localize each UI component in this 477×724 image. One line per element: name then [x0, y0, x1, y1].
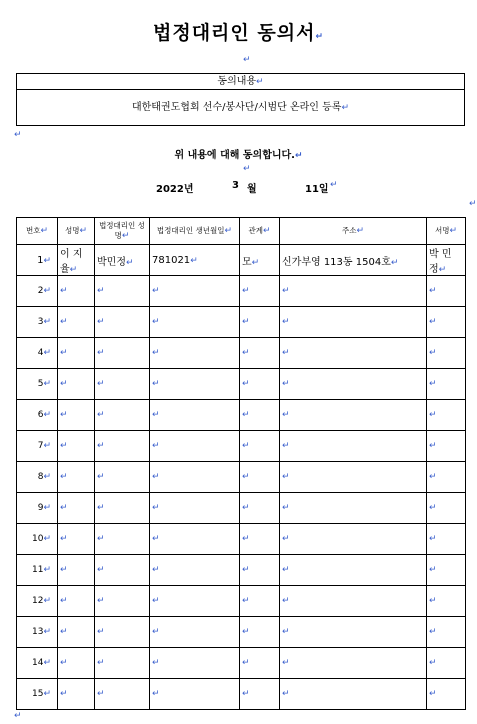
header-relation: 관계↵: [240, 218, 280, 245]
cell-guardian-name[interactable]: ↵: [95, 307, 150, 338]
cell-number[interactable]: 12↵: [17, 586, 58, 617]
cell-signature[interactable]: ↵: [427, 679, 466, 710]
cell-address[interactable]: ↵: [280, 400, 427, 431]
cell-relation[interactable]: ↵: [240, 431, 280, 462]
consent-text: 대한태권도협회 선수/봉사단/시범단 온라인 등록↵: [131, 102, 350, 113]
cell-address[interactable]: ↵: [280, 617, 427, 648]
cell-relation[interactable]: ↵: [240, 369, 280, 400]
agreement-statement: 위 내용에 대해 동의합니다.↵: [174, 150, 303, 161]
cell-signature[interactable]: ↵: [427, 369, 466, 400]
cell-number[interactable]: 9↵: [17, 493, 58, 524]
cell-relation[interactable]: ↵: [240, 679, 280, 710]
cell-signature[interactable]: ↵: [427, 276, 466, 307]
cell-guardian-birth[interactable]: ↵: [150, 493, 240, 524]
cell-guardian-birth[interactable]: ↵: [150, 400, 240, 431]
cell-address[interactable]: ↵: [280, 338, 427, 369]
cell-signature[interactable]: 박 민 정↵: [427, 245, 466, 276]
cell-number[interactable]: 6↵: [17, 400, 58, 431]
cell-address[interactable]: ↵: [280, 586, 427, 617]
cell-name[interactable]: ↵: [58, 400, 95, 431]
table-row: [17, 307, 466, 338]
paragraph-mark: ↵: [243, 164, 251, 174]
cell-guardian-birth[interactable]: ↵: [150, 524, 240, 555]
cell-guardian-name[interactable]: ↵: [95, 338, 150, 369]
cell-guardian-birth[interactable]: ↵: [150, 276, 240, 307]
table-row: [17, 431, 466, 462]
cell-name[interactable]: ↵: [58, 524, 95, 555]
cell-signature[interactable]: ↵: [427, 431, 466, 462]
consent-header: 동의내용↵: [17, 74, 464, 90]
cell-guardian-birth[interactable]: ↵: [150, 307, 240, 338]
cell-guardian-birth[interactable]: ↵: [150, 679, 240, 710]
cell-name[interactable]: ↵: [58, 617, 95, 648]
paragraph-mark: ↵: [14, 711, 22, 721]
cell-guardian-name[interactable]: ↵: [95, 369, 150, 400]
cell-number[interactable]: 7↵: [17, 431, 58, 462]
cell-guardian-name[interactable]: ↵: [95, 555, 150, 586]
cell-name[interactable]: ↵: [58, 307, 95, 338]
cell-signature[interactable]: ↵: [427, 462, 466, 493]
cell-number[interactable]: 11↵: [17, 555, 58, 586]
cell-relation[interactable]: 모↵: [240, 245, 280, 276]
header-address: 주소↵: [280, 218, 427, 245]
cell-guardian-birth[interactable]: ↵: [150, 338, 240, 369]
cell-number[interactable]: 15↵: [17, 679, 58, 710]
table-row: [17, 679, 466, 710]
cell-guardian-birth[interactable]: ↵: [150, 369, 240, 400]
cell-name[interactable]: ↵: [58, 369, 95, 400]
cell-signature[interactable]: ↵: [427, 307, 466, 338]
cell-signature[interactable]: ↵: [427, 555, 466, 586]
table-row: [17, 617, 466, 648]
cell-guardian-birth[interactable]: ↵: [150, 586, 240, 617]
cell-guardian-name[interactable]: ↵: [95, 586, 150, 617]
cell-guardian-name[interactable]: ↵: [95, 648, 150, 679]
cell-signature[interactable]: ↵: [427, 338, 466, 369]
cell-guardian-name[interactable]: ↵: [95, 617, 150, 648]
date-day: 11일: [305, 184, 329, 195]
table-row: [17, 338, 466, 369]
cell-name[interactable]: ↵: [58, 493, 95, 524]
cell-relation[interactable]: ↵: [240, 524, 280, 555]
cell-relation[interactable]: ↵: [240, 586, 280, 617]
cell-name[interactable]: ↵: [58, 276, 95, 307]
cell-number[interactable]: 1↵: [17, 245, 58, 276]
cell-guardian-birth[interactable]: ↵: [150, 555, 240, 586]
table-row: [17, 462, 466, 493]
table-row: [17, 648, 466, 679]
paragraph-mark: ↵: [469, 199, 477, 209]
cell-guardian-birth[interactable]: ↵: [150, 462, 240, 493]
guardian-table: [16, 217, 466, 710]
table-row: [17, 400, 466, 431]
cell-signature[interactable]: ↵: [427, 617, 466, 648]
cell-number[interactable]: 10↵: [17, 524, 58, 555]
table-row: [17, 586, 466, 617]
cell-relation[interactable]: ↵: [240, 462, 280, 493]
date-month-unit: 월: [247, 184, 257, 195]
cell-signature[interactable]: ↵: [427, 648, 466, 679]
cell-relation[interactable]: ↵: [240, 338, 280, 369]
paragraph-mark: ↵: [243, 55, 251, 65]
cell-signature[interactable]: ↵: [427, 400, 466, 431]
cell-name[interactable]: ↵: [58, 648, 95, 679]
cell-guardian-name[interactable]: 박민정↵: [95, 245, 150, 276]
table-row: [17, 493, 466, 524]
consent-box: [16, 73, 465, 126]
table-row: [17, 555, 466, 586]
cell-name[interactable]: ↵: [58, 338, 95, 369]
cell-address[interactable]: ↵: [280, 369, 427, 400]
cell-relation[interactable]: ↵: [240, 307, 280, 338]
cell-address[interactable]: 신가부영 113동 1504호↵: [280, 245, 427, 276]
cell-name[interactable]: ↵: [58, 431, 95, 462]
cell-name[interactable]: ↵: [58, 679, 95, 710]
cell-relation[interactable]: ↵: [240, 555, 280, 586]
cell-address[interactable]: ↵: [280, 679, 427, 710]
cell-relation[interactable]: ↵: [240, 648, 280, 679]
header-number: 번호↵: [17, 218, 58, 245]
paragraph-mark: ↵: [330, 180, 338, 190]
cell-number[interactable]: 8↵: [17, 462, 58, 493]
cell-address[interactable]: ↵: [280, 648, 427, 679]
cell-relation[interactable]: ↵: [240, 276, 280, 307]
cell-guardian-name[interactable]: ↵: [95, 493, 150, 524]
table-row: [17, 276, 466, 307]
cell-name[interactable]: ↵: [58, 462, 95, 493]
cell-number[interactable]: 3↵: [17, 307, 58, 338]
cell-address[interactable]: ↵: [280, 307, 427, 338]
cell-relation[interactable]: ↵: [240, 400, 280, 431]
cell-guardian-name[interactable]: ↵: [95, 276, 150, 307]
cell-address[interactable]: ↵: [280, 493, 427, 524]
cell-address[interactable]: ↵: [280, 555, 427, 586]
cell-address[interactable]: ↵: [280, 431, 427, 462]
paragraph-mark: ↵: [14, 130, 22, 140]
cell-name[interactable]: ↵: [58, 586, 95, 617]
cell-number[interactable]: 5↵: [17, 369, 58, 400]
cell-relation[interactable]: ↵: [240, 617, 280, 648]
date-month: 3: [232, 180, 239, 191]
header-signature: 서명↵: [427, 218, 466, 245]
cell-address[interactable]: ↵: [280, 276, 427, 307]
cell-address[interactable]: ↵: [280, 524, 427, 555]
cell-signature[interactable]: ↵: [427, 493, 466, 524]
table-row: [17, 369, 466, 400]
date-year: 2022년: [156, 184, 194, 195]
cell-guardian-name[interactable]: ↵: [95, 400, 150, 431]
cell-guardian-name[interactable]: ↵: [95, 524, 150, 555]
header-guardian-name: 법정대리인 성명↵: [95, 218, 150, 245]
cell-number[interactable]: 2↵: [17, 276, 58, 307]
table-row: [17, 524, 466, 555]
cell-name[interactable]: ↵: [58, 555, 95, 586]
header-name: 성명↵: [58, 218, 95, 245]
cell-guardian-birth[interactable]: 781021↵: [150, 245, 240, 276]
header-guardian-birth: 법정대리인 생년월일↵: [150, 218, 240, 245]
cell-guardian-name[interactable]: ↵: [95, 462, 150, 493]
cell-address[interactable]: ↵: [280, 462, 427, 493]
document-title: 법정대리인 동의서↵: [153, 22, 324, 44]
table-header-row: [17, 218, 466, 245]
cell-number[interactable]: 13↵: [17, 617, 58, 648]
cell-signature[interactable]: ↵: [427, 524, 466, 555]
cell-guardian-birth[interactable]: ↵: [150, 617, 240, 648]
cell-guardian-birth[interactable]: ↵: [150, 431, 240, 462]
cell-number[interactable]: 14↵: [17, 648, 58, 679]
cell-guardian-name[interactable]: ↵: [95, 431, 150, 462]
cell-guardian-name[interactable]: ↵: [95, 679, 150, 710]
cell-guardian-birth[interactable]: ↵: [150, 648, 240, 679]
cell-number[interactable]: 4↵: [17, 338, 58, 369]
table-row: [17, 245, 466, 276]
cell-signature[interactable]: ↵: [427, 586, 466, 617]
cell-name[interactable]: 이 지 율↵: [58, 245, 95, 276]
cell-relation[interactable]: ↵: [240, 493, 280, 524]
